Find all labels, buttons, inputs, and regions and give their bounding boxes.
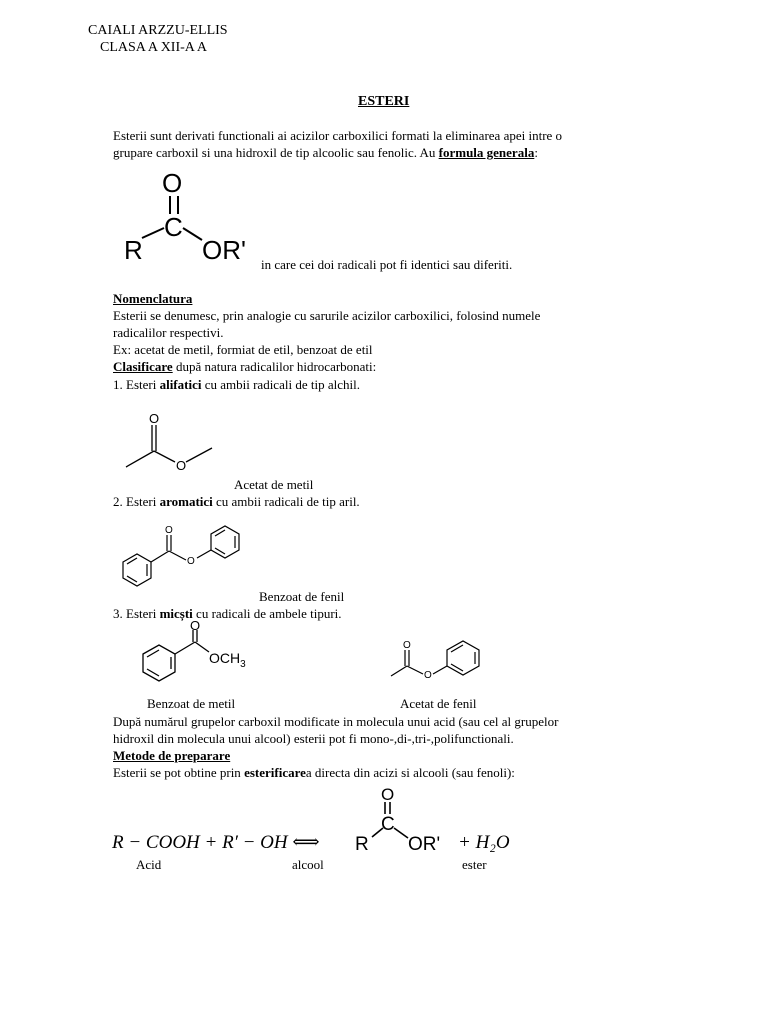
preparation-text-rest: a directa din acizi si alcooli (sau fenoli):	[305, 765, 515, 780]
class-item-2-desc: cu ambii radicali de tip aril.	[212, 494, 360, 509]
methyl-benzoate-och3: $OCH_3$	[209, 650, 246, 670]
methyl-benzoate-caption: Benzoat de metil	[147, 696, 236, 711]
functional-line-1: După numărul grupelor carboxil modificate in molecula unui acid (sau cel al grupelor	[113, 714, 559, 729]
methyl-acetate-carbonyl-o: O	[149, 411, 160, 426]
formula-atom-or: OR'	[202, 235, 246, 265]
intro-colon: :	[534, 145, 538, 160]
author-name: CAIALI ARZZU-ELLIS	[88, 23, 228, 38]
formula-atom-o: O	[162, 168, 183, 198]
intro-line-2	[113, 144, 538, 161]
formula-atom-c: C	[164, 212, 183, 242]
general-ester-structure	[110, 162, 270, 272]
class-item-3-number: 3. Esteri	[113, 606, 160, 621]
product-atom-r: R	[355, 834, 369, 855]
phenyl-benzoate-ester-o: O	[187, 556, 195, 567]
class-item-1	[113, 376, 360, 393]
classification-subtitle: după natura radicalilor hidrocarbonati:	[172, 359, 377, 374]
phenyl-acetate-carbonyl-o: O	[403, 640, 411, 651]
preparation-heading: Metode de preparare	[113, 748, 231, 763]
intro-text: grupare carboxil si una hidroxil de tip alcoolic sau fenolic. Au	[113, 145, 439, 160]
nomenclature-line-2: radicalilor respectivi.	[113, 325, 224, 340]
preparation-text: Esterii se pot obtine prin	[113, 765, 245, 780]
methyl-benzoate-structure	[135, 620, 265, 695]
class-label: CLASA A XII-A A	[100, 40, 207, 55]
label-alcool: alcool	[292, 857, 324, 872]
methyl-benzoate-carbonyl-o: O	[190, 618, 201, 633]
equation-water: + H₂O	[458, 832, 510, 853]
nomenclature-heading: Nomenclatura	[113, 291, 193, 306]
phenyl-benzoate-carbonyl-o: O	[165, 525, 173, 536]
methyl-acetate-caption: Acetat de metil	[234, 477, 314, 492]
phenyl-acetate-caption: Acetat de fenil	[400, 696, 477, 711]
phenyl-acetate-ester-o: O	[424, 670, 432, 681]
label-ester: ester	[462, 857, 487, 872]
methyl-acetate-structure	[120, 405, 220, 475]
equation-reactants: R − COOH + R′ − OH ⟺	[112, 832, 320, 853]
nomenclature-line-1: Esterii se denumesc, prin analogie cu sarurile acizilor carboxilici, folosind numele	[113, 308, 541, 323]
formula-atom-r: R	[124, 235, 143, 265]
methyl-acetate-ester-o: O	[176, 458, 187, 473]
product-atom-o: O	[381, 785, 395, 804]
phenyl-benzoate-structure	[115, 520, 275, 592]
class-item-1-number: 1. Esteri	[113, 377, 160, 392]
classification-heading-line	[113, 358, 376, 375]
preparation-line	[113, 764, 515, 781]
phenyl-benzoate-caption: Benzoat de fenil	[259, 589, 345, 604]
class-item-2-number: 2. Esteri	[113, 494, 160, 509]
class-item-3-type: micști	[159, 606, 193, 621]
class-item-1-desc: cu ambii radicali de tip alchil.	[201, 377, 360, 392]
product-atom-or: OR'	[408, 834, 441, 855]
product-atom-c: C	[381, 814, 395, 835]
esterification-term: esterificare	[244, 765, 306, 780]
general-formula-term: formula generala	[438, 145, 535, 160]
functional-line-2: hidroxil din molecula unui alcool) esterii pot fi mono-,di-,tri-,polifunctionali.	[113, 731, 514, 746]
class-item-3-desc: cu radicali de ambele tipuri.	[192, 606, 342, 621]
methyl-benzoate-subscript: 3	[240, 659, 246, 670]
classification-heading: Clasificare	[113, 359, 173, 374]
class-item-1-type: alifatici	[159, 377, 202, 392]
page-title: ESTERI	[358, 94, 410, 109]
label-acid: Acid	[136, 857, 162, 872]
formula-caption: in care cei doi radicali pot fi identici sau diferiti.	[261, 257, 513, 272]
intro-line-1: Esterii sunt derivati functionali ai acizilor carboxilici formati la eliminarea apei intre o	[113, 128, 563, 143]
class-item-2	[113, 493, 360, 510]
ester-product-structure	[350, 782, 460, 857]
nomenclature-examples: Ex: acetat de metil, formiat de etil, benzoat de etil	[113, 342, 373, 357]
phenyl-acetate-structure	[385, 636, 495, 696]
class-item-2-type: aromatici	[159, 494, 213, 509]
